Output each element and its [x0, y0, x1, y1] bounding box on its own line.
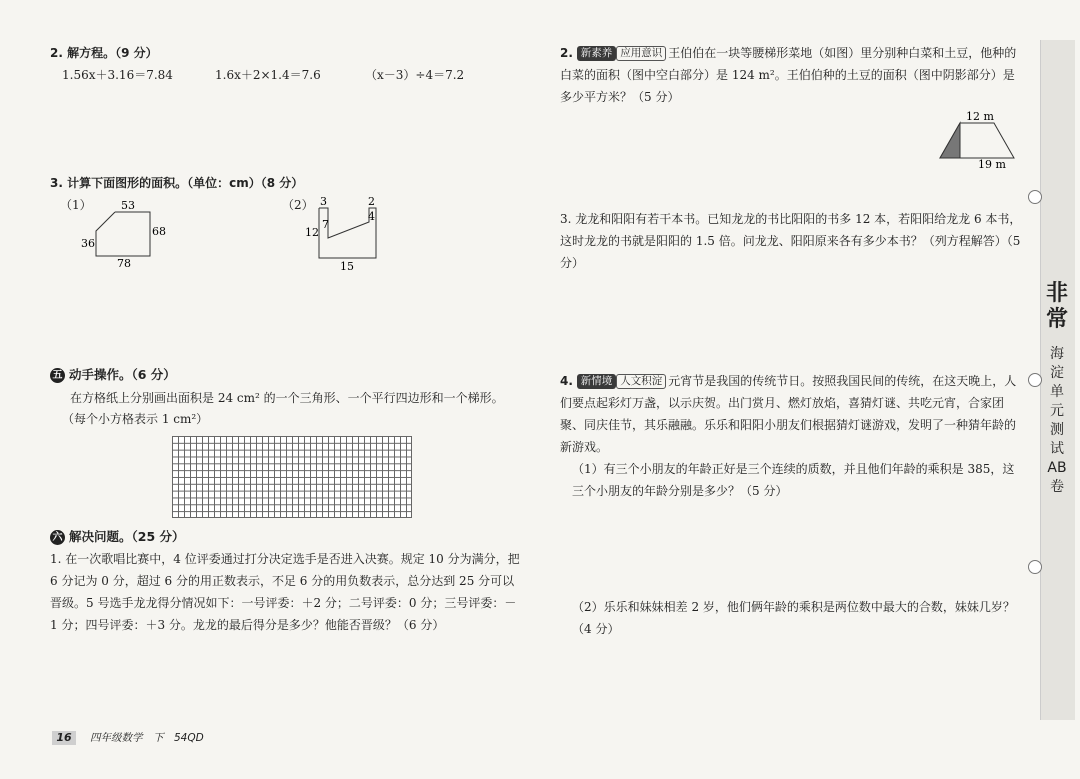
section-6-heading — [50, 526, 185, 548]
fig1-left-label: 36 — [81, 237, 95, 250]
fig2-label-12: 12 — [305, 226, 319, 239]
trapezoid-top-label: 12 m — [966, 110, 994, 123]
fig1-bottom-label: 78 — [117, 257, 131, 270]
equation-2: 1.6x＋2×1.4＝7.6 — [215, 68, 321, 82]
fig2-label-7: 7 — [322, 218, 329, 231]
right-q4 — [560, 370, 1025, 458]
binding-hole-bottom-icon — [1028, 560, 1042, 574]
section-5-title: 动手操作。（6 分） — [69, 367, 176, 382]
right-q2 — [560, 42, 1025, 108]
brand-subtitle: 海淀单元测试AB卷 — [1047, 346, 1067, 495]
tag-humanities: 人文积淀 — [616, 374, 666, 389]
binding-hole-top-icon — [1028, 190, 1042, 204]
figure-2-notched-rect — [300, 194, 390, 274]
binding-hole-middle-icon — [1028, 373, 1042, 387]
trapezoid-bottom-label: 19 m — [978, 158, 1006, 171]
footer-text: 四年级数学 下 54QD — [90, 732, 204, 744]
brand-title: 非常 — [1045, 280, 1068, 332]
section-5-line2: （每个小方格表示 1 cm²） — [62, 412, 209, 426]
fig1-top-label: 53 — [121, 199, 135, 212]
section-6-title: 解决问题。（25 分） — [69, 529, 185, 544]
right-q2-text: 王伯伯在一块等腰梯形菜地（如图）里分别种白菜和土豆，他种的白菜的面积（图中空白部分）是 124 m²。王伯伯种的土豆的面积（图中阴影部分）是多少平方米？（5 分） — [560, 46, 1017, 104]
section-5-line1: 在方格纸上分别画出面积是 24 cm² 的一个三角形、一个平行四边形和一个梯形。 — [70, 391, 504, 405]
right-q2-number: 2. — [560, 46, 573, 60]
section-5-heading — [50, 364, 176, 386]
equation-3: （x－3）÷4＝7.2 — [365, 68, 465, 82]
fig2-label: （2） — [282, 198, 314, 212]
section-6-number: 六 — [50, 530, 65, 545]
page-number: 16 — [52, 731, 76, 745]
equation-1: 1.56x＋3.16＝7.84 — [62, 68, 173, 82]
fig2-label-4: 4 — [368, 210, 375, 223]
trapezoid-figure — [930, 108, 1025, 173]
fig1-right-label: 68 — [152, 225, 166, 238]
right-q4-number: 4. — [560, 374, 573, 388]
right-q4-sub2: （2）乐乐和妹妹相差 2 岁，他们俩年龄的乘积是两位数中最大的合数，妹妹几岁？（4 分） — [572, 600, 1015, 636]
left-q3-title: 3. 计算下面图形的面积。（单位：cm）（8 分） — [50, 176, 304, 190]
fig1-label: （1） — [60, 198, 92, 212]
square-grid-paper[interactable] — [172, 436, 412, 518]
fig2-label-15: 15 — [340, 260, 354, 273]
left-q2-title: 2. 解方程。（9 分） — [50, 46, 158, 60]
fig2-label-3: 3 — [320, 195, 327, 208]
right-q3: 3. 龙龙和阳阳有若干本书。已知龙龙的书比阳阳的书多 12 本，若阳阳给龙龙 6 本书，这时龙龙的书就是阳阳的 1.5 倍。问龙龙、阳阳原来各有多少本书？（列方程解答）（5 分） — [560, 212, 1022, 270]
tag-new-literacy: 新素养 — [577, 46, 617, 61]
tag-application: 应用意识 — [616, 46, 666, 61]
section-6-q1: 1. 在一次歌唱比赛中，4 位评委通过打分决定选手是否进入决赛。规定 10 分为满分，把 6 分记为 0 分，超过 6 分的用正数表示，不足 6 分的用负数表示，总分达到 25 分可以晋级。5 号选手龙龙得分情况如下：一号评委：＋2 分；二号评委：0 分；三号评委：－1 分；四号评委：＋3 分。龙龙的最后得分是多少？他能否晋级？（6 分） — [50, 552, 520, 632]
tag-new-context: 新情境 — [577, 374, 617, 389]
right-q4-sub1: （1）有三个小朋友的年龄正好是三个连续的质数，并且他们年龄的乘积是 385，这三个小朋友的年龄分别是多少？（5 分） — [572, 462, 1015, 498]
right-q4-text: 元宵节是我国的传统节日。按照我国民间的传统，在这天晚上，人们要点起彩灯万盏，以示庆贺。出门赏月、燃灯放焰，喜猜灯谜、共吃元宵，合家团聚、同庆佳节，其乐融融。乐乐和阳阳小朋友们根据猜灯谜游戏，发明了一种猜年龄的新游戏。 — [560, 374, 1017, 454]
section-5-number: 五 — [50, 368, 65, 383]
figure-1-pentagon — [75, 195, 175, 270]
fig2-label-2: 2 — [368, 195, 375, 208]
